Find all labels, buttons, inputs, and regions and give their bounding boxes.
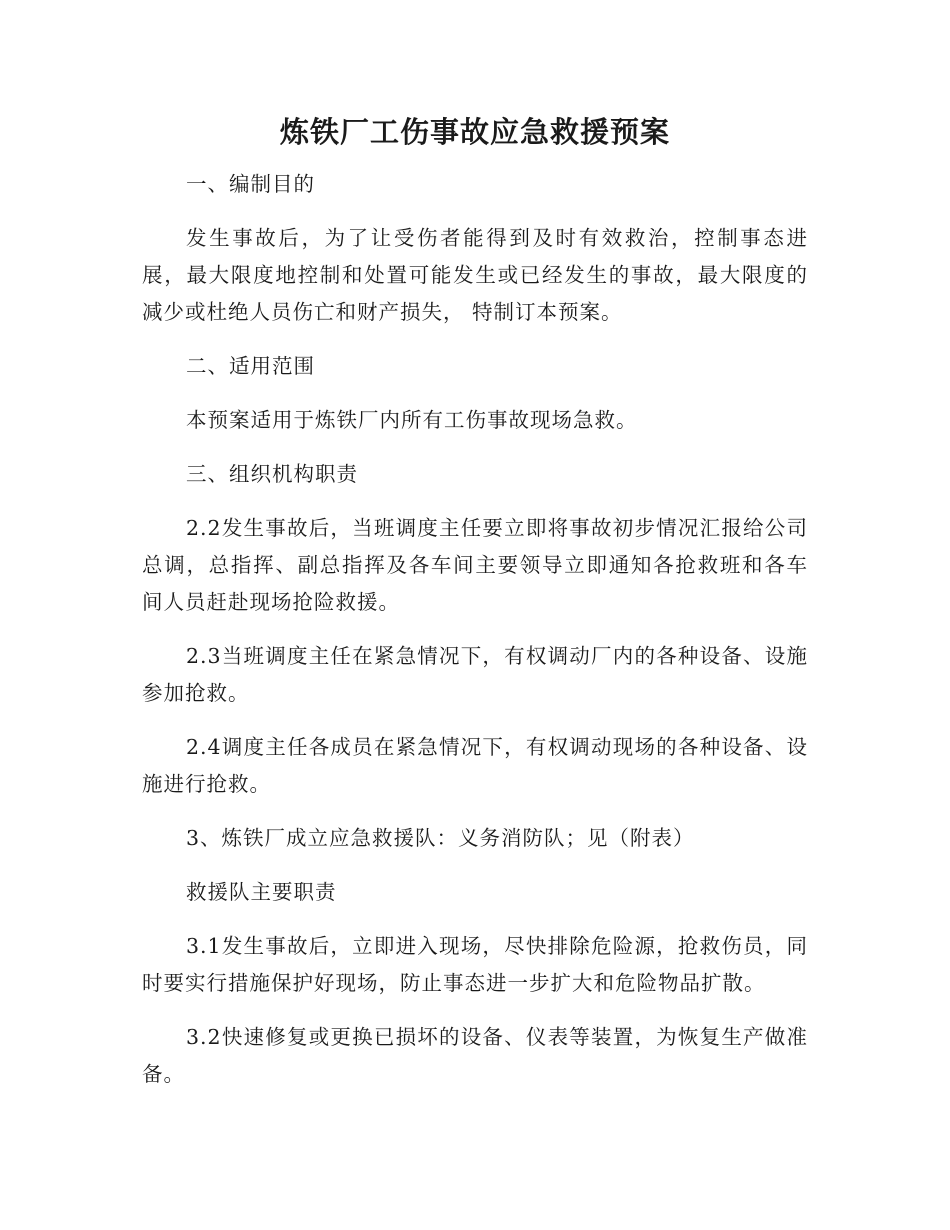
- section-heading-scope: 二、适用范围: [186, 354, 315, 378]
- document-title: 炼铁厂工伤事故应急救援预案: [279, 115, 670, 149]
- section-heading-purpose: 一、编制目的: [186, 172, 315, 196]
- section-heading-team-duties: 救援队主要职责: [186, 880, 337, 904]
- paragraph-2-4: 2.4调度主任各成员在紧急情况下，有权调动现场的各种设备、设施进行抢救。: [142, 735, 808, 796]
- section-heading-rescue-team: 3、炼铁厂成立应急救援队：义务消防队；见（附表）: [186, 826, 695, 850]
- paragraph-purpose: 发生事故后，为了让受伤者能得到及时有效救治，控制事态进展，最大限度地控制和处置可能发生或已经发生的事故，最大限度的减少或杜绝人员伤亡和财产损失， 特制订本预案。: [142, 226, 808, 324]
- section-heading-organization: 三、组织机构职责: [186, 462, 358, 486]
- paragraph-2-2: 2.2发生事故后，当班调度主任要立即将事故初步情况汇报给公司总调，总指挥、副总指挥及各车间主要领导立即通知各抢救班和各车间人员赶赴现场抢险救援。: [142, 516, 808, 614]
- paragraph-3-2: 3.2快速修复或更换已损坏的设备、仪表等装置，为恢复生产做准备。: [142, 1025, 808, 1086]
- paragraph-3-1: 3.1发生事故后，立即进入现场，尽快排除危险源，抢救伤员，同时要实行措施保护好现场，防止事态进一步扩大和危险物品扩散。: [142, 934, 808, 995]
- paragraph-scope: 本预案适用于炼铁厂内所有工伤事故现场急救。: [186, 408, 638, 432]
- paragraph-2-3: 2.3当班调度主任在紧急情况下，有权调动厂内的各种设备、设施参加抢救。: [142, 644, 808, 705]
- document-body: [142, 166, 808, 1110]
